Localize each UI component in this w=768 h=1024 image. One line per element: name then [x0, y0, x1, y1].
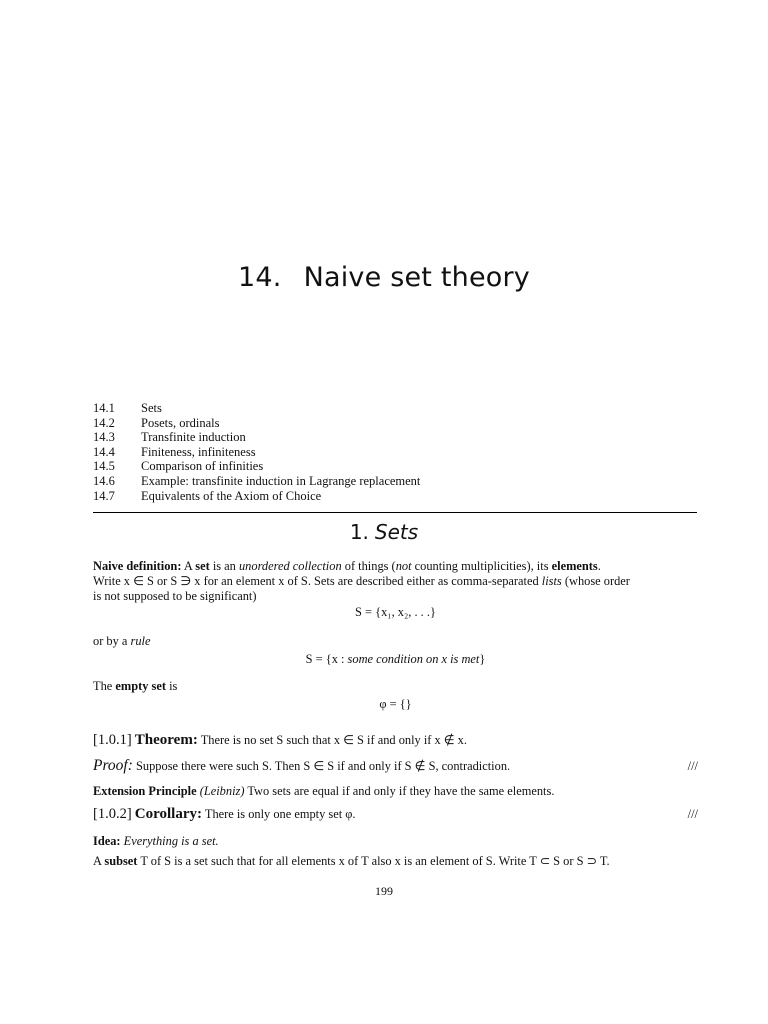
emph-not: not — [395, 559, 412, 573]
equation-list — [93, 605, 698, 620]
toc-item[interactable] — [93, 445, 698, 460]
section-title: Sets — [374, 520, 419, 544]
toc-item-title: Equivalents of the Axiom of Choice — [141, 488, 322, 503]
term-elements: elements — [551, 559, 598, 573]
text-run: of things ( — [344, 559, 396, 573]
theorem-1-0-1 — [93, 733, 698, 748]
section-heading — [0, 520, 768, 544]
qed-mark: /// — [687, 759, 698, 773]
toc-item-number: 14.5 — [93, 459, 115, 474]
toc-item-number: 14.4 — [93, 444, 115, 459]
naive-definition-line-2 — [93, 574, 698, 589]
toc-item-number: 14.2 — [93, 415, 115, 430]
equation-part: } — [479, 652, 486, 666]
toc-item-number: 14.1 — [93, 401, 115, 415]
toc-item[interactable] — [93, 459, 698, 474]
text-run: Write x ∈ S or S ∋ x for an element x of S. Sets are described either as comma-separated — [93, 573, 539, 588]
naive-definition-line-1 — [93, 559, 698, 574]
term-subset: subset — [104, 854, 138, 868]
toc-item-title: Comparison of infinities — [141, 459, 264, 474]
corollary-line — [93, 807, 698, 822]
equation: S = {x₁, x₂, . . .} — [355, 605, 436, 619]
text-run: counting multiplicities), its — [414, 559, 549, 573]
toc-item-title: Example: transfinite induction in Lagrange replacement — [141, 473, 421, 488]
paragraph — [93, 834, 698, 849]
toc-item-number: 14.7 — [93, 488, 115, 503]
equation-rule — [93, 652, 698, 667]
idea-label: Idea: — [93, 834, 121, 848]
paragraph — [93, 854, 698, 869]
corollary-label: Corollary: — [134, 806, 202, 822]
proof-text: Suppose there were such S. Then S ∈ S if and only if S ∉ S, contradiction. — [136, 759, 511, 773]
text-run: . — [597, 559, 601, 573]
section-divider — [93, 512, 697, 513]
text-run: Two sets are equal if and only if they have the same elements. — [247, 784, 555, 798]
attribution: (Leibniz) — [199, 784, 245, 798]
chapter-title — [0, 262, 768, 293]
toc-item-title: Transfinite induction — [141, 430, 246, 445]
naive-definition-label: Naive definition: — [93, 559, 182, 573]
text-run: (whose order — [564, 573, 630, 588]
term-empty-set: empty set — [115, 679, 166, 693]
equation-part: S = {x : — [305, 652, 345, 666]
text-run: A — [183, 559, 193, 573]
equation — [93, 652, 698, 667]
toc-item-title: Finiteness, infiniteness — [141, 444, 256, 459]
equation-empty — [93, 697, 698, 712]
toc-item-title: Sets — [141, 401, 162, 415]
idea — [93, 834, 698, 849]
toc-item[interactable] — [93, 430, 698, 445]
naive-definition — [93, 559, 698, 604]
theorem-number: [1.0.1] — [93, 732, 132, 748]
extension-principle — [93, 784, 698, 799]
term-set: set — [195, 559, 210, 573]
chapter-title-text: Naive set theory — [303, 262, 530, 293]
naive-definition-line-3: is not supposed to be significant) — [93, 588, 257, 603]
proof — [93, 759, 698, 774]
toc-item[interactable] — [93, 416, 698, 431]
text-run: The — [93, 679, 113, 693]
proof-line — [93, 759, 698, 774]
page-number: 199 — [375, 884, 393, 898]
paragraph — [93, 784, 698, 799]
emph-lists: lists — [541, 573, 562, 588]
corollary-statement: There is only one empty set φ. — [204, 807, 356, 821]
emph-rule: rule — [130, 634, 151, 648]
table-of-contents — [93, 401, 698, 503]
idea-text: Everything is a set. — [123, 834, 219, 848]
toc-item[interactable] — [93, 401, 698, 416]
emph-unordered: unordered collection — [238, 559, 342, 573]
text-run: is — [169, 679, 178, 693]
text-run: or by a — [93, 634, 128, 648]
or-by-rule — [93, 634, 698, 649]
paragraph — [93, 679, 698, 694]
toc-item[interactable] — [93, 474, 698, 489]
empty-set-intro — [93, 679, 698, 694]
proof-label: Proof: — [93, 757, 133, 774]
toc-item[interactable] — [93, 489, 698, 504]
section-number: 1. — [349, 520, 369, 544]
corollary-number: [1.0.2] — [93, 806, 132, 822]
qed-mark: /// — [687, 807, 698, 821]
text-run: T of S is a set such that for all elements x of T also x is an element of S. Write T ⊂ S or S ⊃ T. — [140, 854, 610, 868]
corollary-1-0-2 — [93, 807, 698, 822]
text-run: A — [93, 854, 102, 868]
paragraph — [93, 634, 698, 649]
equation-condition: some condition on x is met — [347, 652, 480, 666]
theorem-label: Theorem: — [134, 732, 198, 748]
extension-principle-label: Extension Principle — [93, 784, 197, 798]
toc-item-number: 14.3 — [93, 430, 115, 445]
theorem-line — [93, 733, 698, 748]
subset-definition — [93, 854, 698, 869]
theorem-statement: There is no set S such that x ∈ S if and only if x ∉ x. — [200, 733, 467, 747]
toc-item-number: 14.6 — [93, 473, 115, 488]
chapter-number: 14. — [238, 262, 282, 293]
toc-item-title: Posets, ordinals — [141, 415, 220, 430]
equation: φ = {} — [379, 697, 412, 711]
text-run: is an — [212, 559, 236, 573]
